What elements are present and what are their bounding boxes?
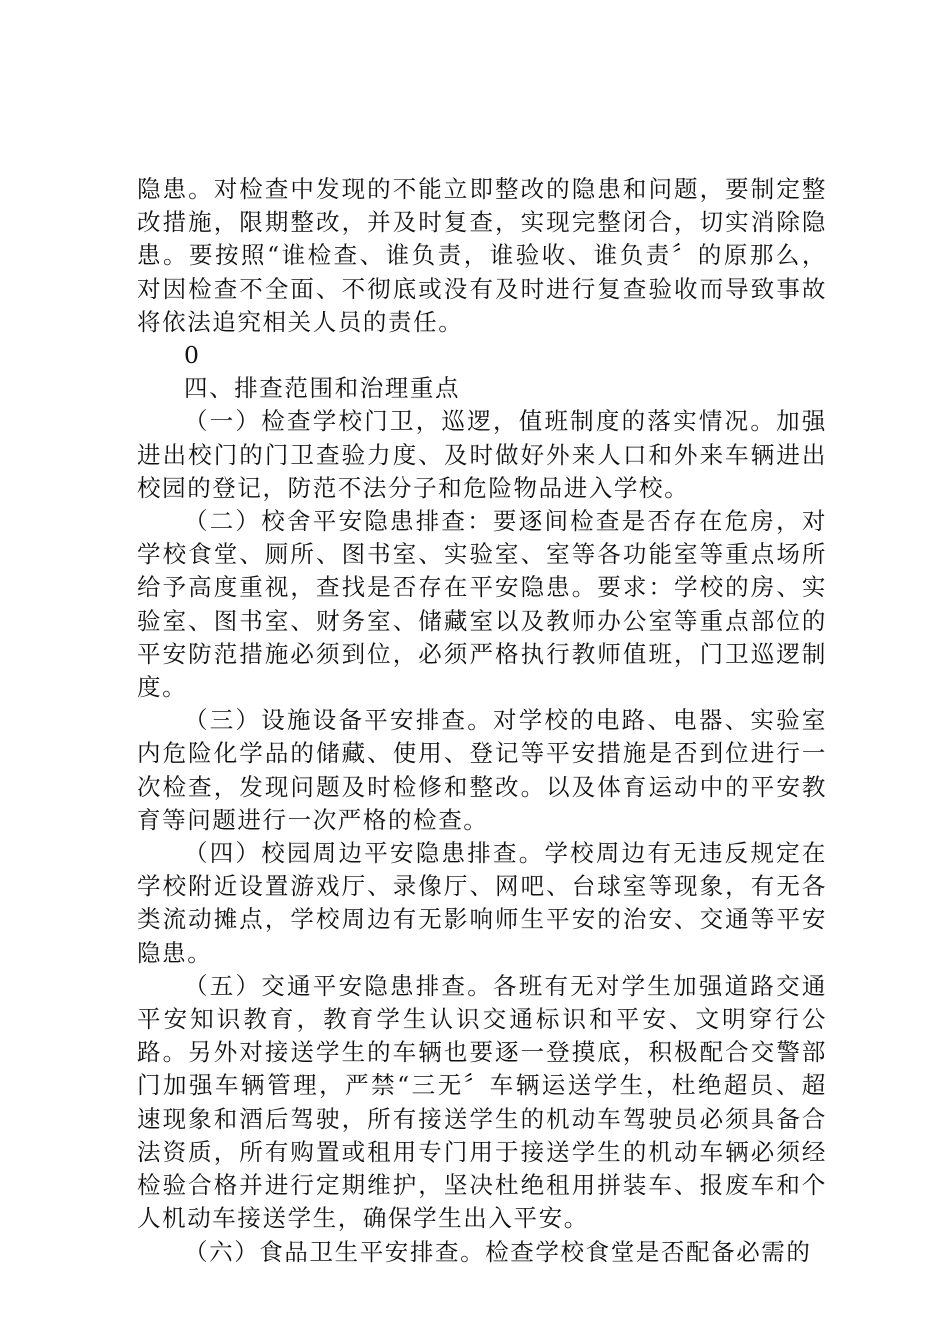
paragraph-item-4: （四）校园周边平安隐患排查。学校周边有无违反规定在学校附近设置游戏厅、录像厅、网吧、台球室等现象，有无各类流动摊点，学校周边有无影响师生平安的治安、交通等平安隐患。 [137, 839, 827, 967]
paragraph-item-6: （六）食品卫生平安排查。检查学校食堂是否配备必需的 [184, 1237, 812, 1266]
document-body [137, 173, 827, 1269]
paragraph-item-2: （二）校舍平安隐患排查：要逐间检查是否存在危房，对学校食堂、厕所、图书室、实验室、室等各功能室等重点场所给予高度重视，查找是否存在平安隐患。要求：学校的房、实验室、图书室、财务室、储藏室以及教师办公室等重点部位的平安防范措施必须到位，必须严格执行教师值班，门卫巡逻制度。 [137, 507, 827, 702]
paragraph-item-3: （三）设施设备平安排查。对学校的电路、电器、实验室内危险化学品的储藏、使用、登记等平安措施是否到位进行一次检查，发现问题及时检修和整改。以及体育运动中的平安教育等问题进行一次严格的检查。 [137, 706, 827, 834]
paragraph-continuation: 隐患。对检查中发现的不能立即整改的隐患和问题，要制定整改措施，限期整改，并及时复查，实现完整闭合，切实消除隐患。要按照“谁检查、谁负责，谁验收、谁负责〞的原那么，对因检查不全面、不彻底或没有及时进行复查验收而导致事故将依法追究相关人员的责任。 [137, 175, 827, 336]
section-heading: 四、排查范围和治理重点 [184, 374, 461, 403]
paragraph-number: 0 [184, 341, 201, 370]
paragraph-item-1: （一）检查学校门卫，巡逻，值班制度的落实情况。加强进出校门的门卫查验力度、及时做好外来人口和外来车辆进出校园的登记，防范不法分子和危险物品进入学校。 [137, 407, 827, 502]
paragraph-item-5: （五）交通平安隐患排查。各班有无对学生加强道路交通平安知识教育，教育学生认识交通标识和平安、文明穿行公路。另外对接送学生的车辆也要逐一登摸底，积极配合交警部门加强车辆管理，严禁“三无〞车辆运送学生，杜绝超员、超速现象和酒后驾驶，所有接送学生的机动车驾驶员必须具备合法资质，所有购置或租用专门用于接送学生的机动车辆必须经检验合格并进行定期维护，坚决杜绝租用拼装车、报废车和个人机动车接送学生，确保学生出入平安。 [137, 971, 827, 1233]
